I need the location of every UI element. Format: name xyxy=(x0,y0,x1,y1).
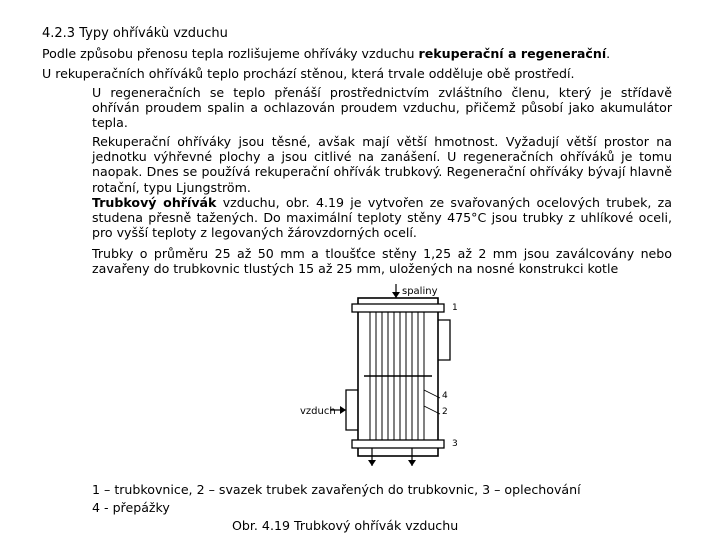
paragraph-regenerative: U regeneračních se teplo přenáší prostřednictvím zvláštního členu, který je střídavě ohříván proudem spalin a ochlazován proudem vzduchu, přičemž působí jako akumulátor tepla. xyxy=(92,85,672,131)
tube-heater-term: Trubkový ohřívák xyxy=(92,195,217,210)
intro-period: . xyxy=(606,46,611,61)
paragraph-tube-dimensions: Trubky o průměru 25 až 50 mm a tloušťce stěny 1,25 až 2 mm jsou zaválcovány nebo zavařeny do trubkovnic tlustých 15 až 25 mm, uložených na nosné konstrukci kotle xyxy=(92,246,672,277)
intro-line-1 xyxy=(42,46,610,61)
intro-line-2: U rekuperačních ohříváků teplo prochází stěnou, která trvale odděluje obě prostředí. xyxy=(42,66,575,81)
label-2: 2 xyxy=(442,407,448,417)
legend-line-1: 1 – trubkovnice, 2 – svazek trubek zavařených do trubkovnic, 3 – oplechování xyxy=(92,482,581,497)
figure-caption: Obr. 4.19 Trubkový ohřívák vzduchu xyxy=(232,518,459,533)
air-inlet-duct xyxy=(346,390,358,430)
tube-sheet-bottom xyxy=(352,440,444,448)
label-spaliny: spaliny xyxy=(402,286,438,297)
paragraph-tube-heater xyxy=(92,195,672,241)
label-4: 4 xyxy=(442,391,448,401)
tube-sheet-top xyxy=(352,304,444,312)
tube-heater-text: vzduchu, obr. 4.19 je vytvořen ze svařovaných ocelových trubek, za studena přesně tažených. Do maximální teploty stěny 475°C jsou trubky z uhlíkové oceli, pro vyšší teploty z legovaných žárovzdorných ocelí. xyxy=(92,195,673,241)
intro-text: Podle způsobu přenosu tepla rozlišujeme ohříváky vzduchu xyxy=(42,46,419,61)
tube-heater-diagram xyxy=(300,280,460,470)
paragraph-recuperative: Rekuperační ohříváky jsou těsné, avšak mají větší hmotnost. Vyžadují větší prostor na jednotku výhřevné plochy a jsou citlivé na zanášení. U regeneračních ohříváků je tomu naopak. Dnes se používá rekuperační ohřívák trubkový. Regenerační ohříváky bývají hlavně rotační, typu Ljungström. xyxy=(92,134,672,195)
label-vzduch: vzduch xyxy=(300,406,336,417)
label-1: 1 xyxy=(452,303,458,313)
legend-line-2: 4 - přepážky xyxy=(92,500,170,515)
intro-bold-terms: rekuperační a regenerační xyxy=(418,46,607,61)
label-3: 3 xyxy=(452,439,458,449)
section-heading: 4.2.3 Typy ohřívákù vzduchu xyxy=(42,26,228,41)
air-outlet-duct xyxy=(438,320,450,360)
